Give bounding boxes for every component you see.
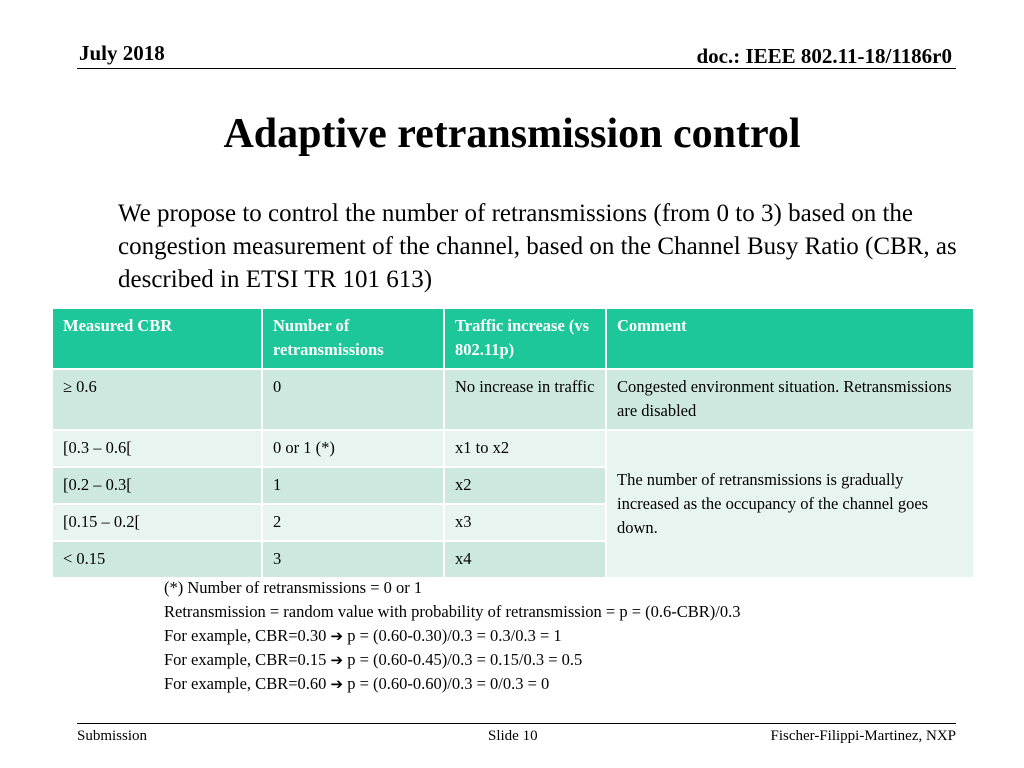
traffic-cell: x1 to x2 [444, 430, 606, 467]
slide-title: Adaptive retransmission control [223, 111, 801, 157]
example-rhs: p = (0.60-0.60)/0.3 = 0/0.3 = 0 [347, 674, 550, 693]
example-rhs: p = (0.60-0.30)/0.3 = 0.3/0.3 = 1 [347, 626, 562, 645]
example-lhs: For example, CBR=0.15 [164, 650, 327, 669]
example-lhs: For example, CBR=0.30 [164, 626, 327, 645]
traffic-cell: x3 [444, 504, 606, 541]
footer-rule [77, 723, 956, 724]
traffic-cell: x2 [444, 467, 606, 504]
cbr-cell: [0.15 – 0.2[ [52, 504, 262, 541]
example-line [164, 624, 740, 648]
header-date: July 2018 [79, 41, 165, 65]
retx-cell: 3 [262, 541, 444, 578]
header-rule [77, 68, 956, 69]
table-header-cell: Number of retransmissions [262, 308, 444, 369]
example-rhs: p = (0.60-0.45)/0.3 = 0.15/0.3 = 0.5 [347, 650, 583, 669]
traffic-cell: No increase in traffic [444, 369, 606, 430]
cbr-cell: ≥ 0.6 [52, 369, 262, 430]
table-header-cell: Measured CBR [52, 308, 262, 369]
cbr-table [51, 307, 975, 579]
footer-submission: Submission [77, 728, 148, 744]
table-header-cell: Traffic increase (vs 802.11p) [444, 308, 606, 369]
footer-authors: Fischer-Filippi-Martinez, NXP [770, 728, 956, 744]
example-line [164, 648, 740, 672]
retx-cell: 2 [262, 504, 444, 541]
footer-slide-number: Slide 10 [488, 728, 538, 744]
note-line: (*) Number of retransmissions = 0 or 1 [164, 578, 423, 597]
cbr-cell: < 0.15 [52, 541, 262, 578]
cbr-cell: [0.2 – 0.3[ [52, 467, 262, 504]
retx-cell: 0 [262, 369, 444, 430]
slide-intro: We propose to control the number of retransmissions (from 0 to 3) based on the congestion measurement of the channel, based on the Channel Busy Ratio (CBR, as described in ETSI TR 101 613) [118, 200, 957, 293]
traffic-cell: x4 [444, 541, 606, 578]
table-row [52, 430, 974, 467]
right-arrow-icon: ➔ [330, 627, 344, 645]
comment-cell: Congested environment situation. Retransmissions are disabled [606, 369, 974, 430]
cbr-cell: [0.3 – 0.6[ [52, 430, 262, 467]
table-header-cell: Comment [606, 308, 974, 369]
notes-block [164, 576, 740, 696]
table-row [52, 369, 974, 430]
example-lhs: For example, CBR=0.60 [164, 674, 327, 693]
note-line: Retransmission = random value with probability of retransmission = p = (0.6-CBR)/0.3 [164, 602, 741, 621]
right-arrow-icon: ➔ [330, 675, 344, 693]
table-header-row [52, 308, 974, 369]
retx-cell: 0 or 1 (*) [262, 430, 444, 467]
merged-comment-cell: The number of retransmissions is gradually increased as the occupancy of the channel goes down. [606, 430, 974, 578]
right-arrow-icon: ➔ [330, 651, 344, 669]
retx-cell: 1 [262, 467, 444, 504]
header-doc-id: doc.: IEEE 802.11-18/1186r0 [696, 44, 952, 68]
example-line [164, 672, 740, 696]
